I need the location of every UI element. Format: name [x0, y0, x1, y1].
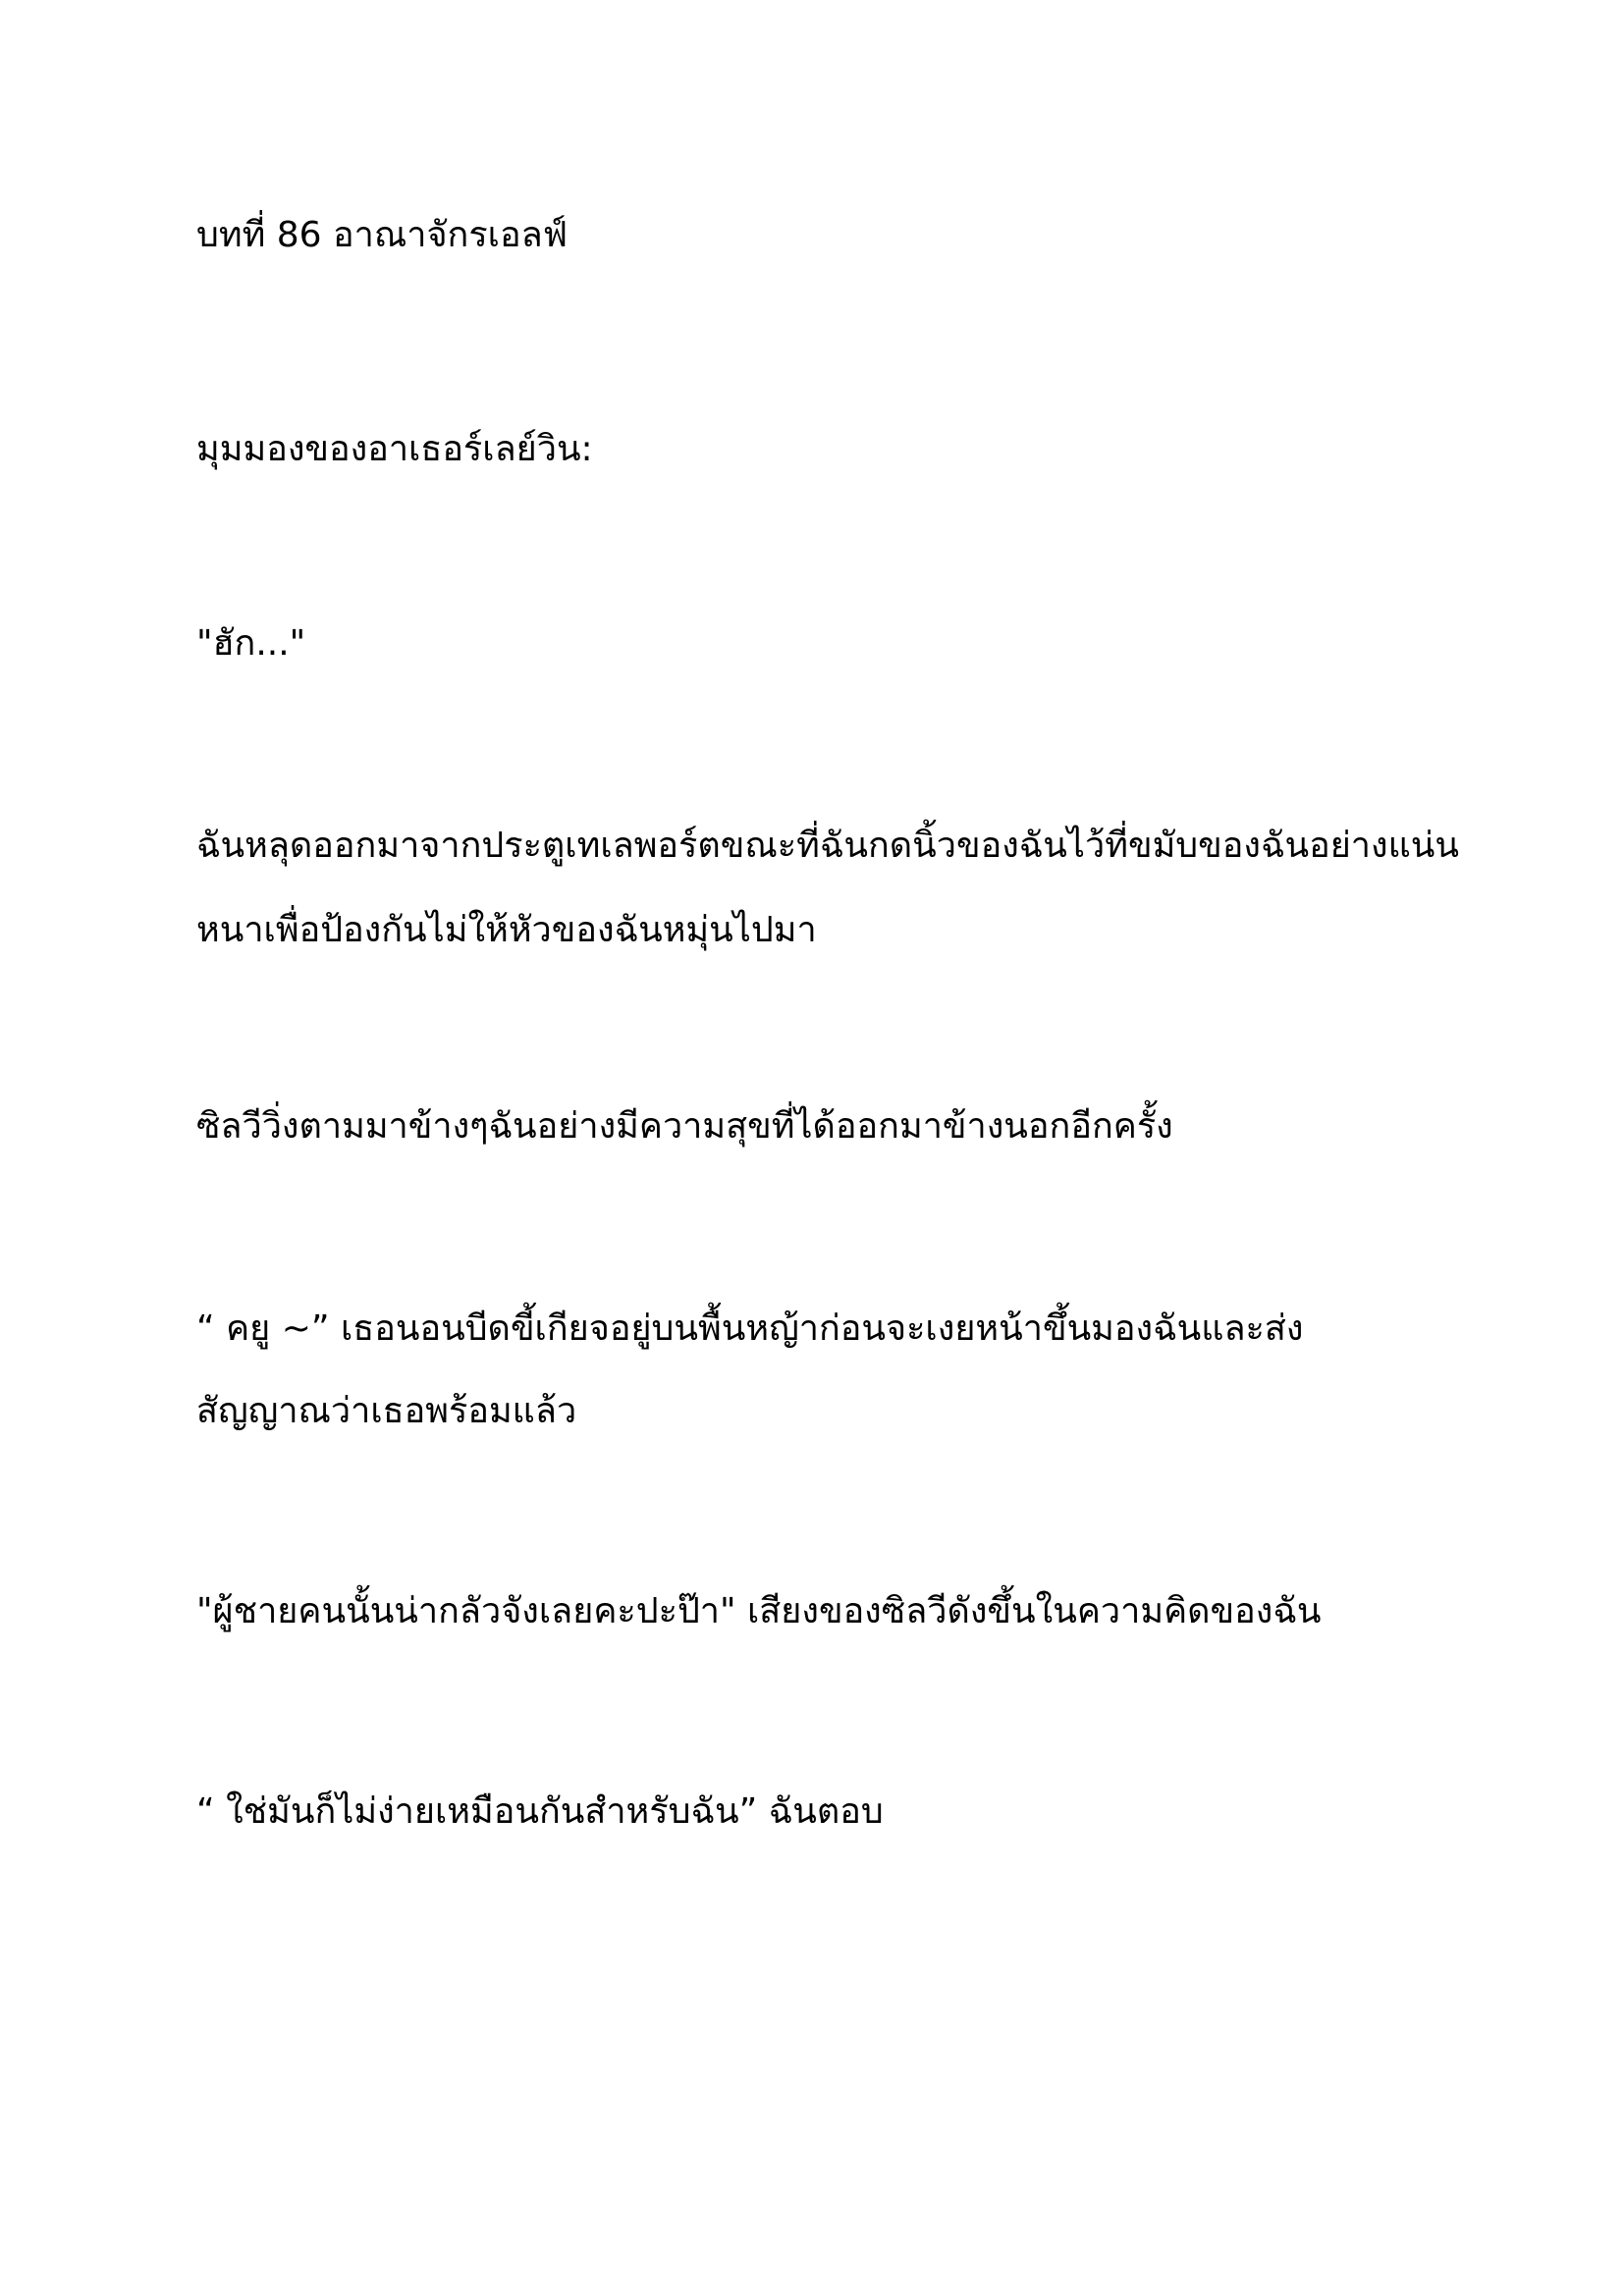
chapter-title: บทที่ 86 อาณาจักรเอลฟ์ [196, 215, 568, 255]
paragraph-4-line-1: “ คยู ~” เธอนอนบีดขี้เกียจอยู่บนพื้นหญ้าก่อนจะเงยหน้าขึ้นมองฉันและส่ง [196, 1308, 1304, 1349]
paragraph-6: “ ใช่มันก็ไม่ง่ายเหมือนกันสำหรับฉัน” ฉันตอบ [196, 1791, 884, 1832]
paragraph-2-line-1: ฉันหลุดออกมาจากประตูเทเลพอร์ตขณะที่ฉันกดนิ้วของฉันไว้ที่ขมับของฉันอย่างแน่น [196, 826, 1460, 866]
paragraph-4-line-2: สัญญาณว่าเธอพร้อมแล้ว [196, 1391, 577, 1431]
paragraph-2-line-2: หนาเพื่อป้องกันไม่ให้หัวของฉันหมุ่นไปมา [196, 910, 817, 950]
paragraph-5: "ผู้ชายคนนั้นน่ากลัวจังเลยคะปะป๊า" เสียงของซิลวีดังขึ้นในความคิดของฉัน [196, 1591, 1322, 1631]
paragraph-3: ซิลวีวิ่งตามมาข้างๆฉันอย่างมีความสุขที่ได้ออกมาข้างนอกอีกครั้ง [196, 1106, 1173, 1147]
pov-heading: มุมมองของอาเธอร์เลย์วิน: [196, 429, 593, 469]
dialogue-paragraph-1: "ฮัก..." [196, 623, 306, 664]
